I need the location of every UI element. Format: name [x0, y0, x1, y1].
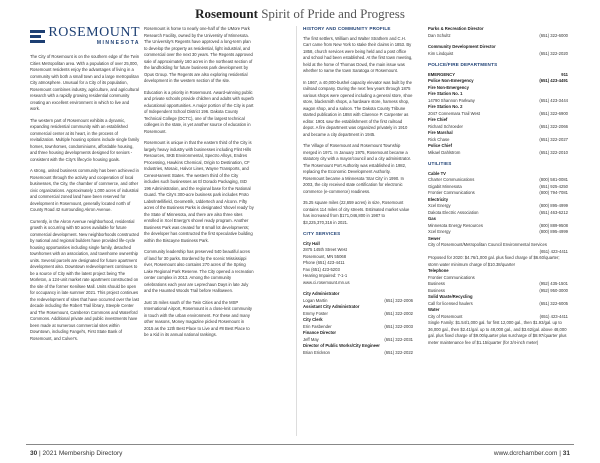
emergency-label: EMERGENCY	[428, 71, 455, 77]
contact-name: Emmy Foster	[303, 310, 328, 316]
utility-name: Gigabit Minnesota	[428, 183, 462, 189]
footer-directory-label: 2021 Membership Directory	[42, 450, 123, 457]
police-nonemergency-label: Police Non-Emergency	[428, 78, 474, 83]
contact-name: Jeff May	[303, 336, 319, 342]
column-history	[303, 26, 413, 356]
contact-name: Erin Fasbender	[303, 323, 332, 329]
contact-phone: (651) 322-2003	[384, 323, 413, 329]
contact-phone: (651) 322-2027	[539, 136, 568, 142]
contact-phone: (651) 322-2031	[384, 336, 413, 342]
paragraph: 35.25 square miles (22,659 acres) in size, Rosemount contains 114 miles of city streets. Estimated market value has increased from $171,046,800 in 1987 to $3,225,370,316 in 2021.	[303, 200, 410, 225]
contact-entry	[303, 304, 413, 317]
paragraph: Rosemount is home to nearly one-half of the UMore Park Research Facility, owned by the University of Minnesota. The University's Regents have approved a long-term plan to develop the property as residential, light industrial, and commercial over the next 30 years. The Regents approved sale of approximately 160 acres in the northeast section of the landholding for future business park development by Opus Group. The Regents are also exploring residential development in the western section of the site.	[144, 26, 253, 83]
fire-station-2-label: Fire Station No. 2	[428, 104, 463, 109]
cable-label: Cable TV	[428, 170, 446, 176]
page-number-left: 30	[30, 450, 38, 457]
utility-phone: (952) 435-1501	[539, 281, 568, 286]
address-line: 2875 145th Street West	[303, 247, 347, 252]
paragraph: Education is a priority in Rosemount. Award-winning public and private schools provide children and adults with superb educational opportunities. A major portion of the City is part of Independent School District 196. Dakota County Technical College (DCTC), one of the largest technical colleges in the state, is yet another source of education in Rosemount.	[144, 89, 254, 134]
paragraph: A strong, united business community has been achieved in Rosemount through the activity and cooperation of local businesses, the City, the chamber of commerce, and other civic organizations. Approximately 1,000 acres of industrial and commercial zoned land have been reserved for development in Rosemount, generally located north of County Road 42 surrounding Akron Avenue.	[30, 168, 139, 212]
logo-state: MINNESOTA	[96, 40, 140, 46]
paragraph: Just 15 miles south of the Twin Cities and the MSP International Airport, Rosemount is a close-knit community in touch with the urban environment. For these and many other reasons, Money magazine picked Rosemount in 2015 as the 12th Best Place to Live and #8 Best Place to be a Kid in its annual national rankings.	[144, 299, 252, 337]
contact-title: Director of Public Works/City Engineer	[303, 343, 380, 348]
fire-station-2-address: 2047 Connemara Trail West	[428, 110, 481, 116]
utility-name: Frontier Communications	[428, 190, 475, 195]
footer-right: www.dcrchamber.com | 31	[493, 450, 570, 457]
utility-phone: (800) 895-4999	[539, 229, 568, 234]
fax-line: Fax (651) 423-5203	[303, 266, 340, 272]
phone-line: Phone (651) 423-4411	[303, 260, 345, 265]
contact-phone: (651) 322-6000	[539, 32, 568, 38]
hearing-impaired-line: Hearing Impaired: 7-1-1	[303, 273, 348, 278]
city-services-heading: CITY SERVICES	[303, 231, 341, 236]
address-line: Rosemount, MN 55068	[303, 253, 347, 259]
contact-name: Brian Erickson	[303, 349, 330, 355]
utility-name: Xcel Energy	[428, 229, 451, 234]
contact-name: Mikael Dahlstrom	[428, 149, 461, 155]
fire-station-address: 14790 Shannon Parkway	[428, 97, 475, 103]
contact-entry	[303, 330, 413, 343]
utilities-heading: UTILITIES	[428, 161, 452, 166]
contact-title: Police Chief	[428, 143, 452, 148]
fire-station-2-phone: (651) 322-6900	[539, 110, 568, 116]
utility-phone: (651) 463-6212	[539, 209, 568, 215]
column-directory	[428, 26, 568, 346]
contact-name: Rick Chase	[428, 136, 450, 142]
paragraph: In 1867, a 40,000-bushel capacity elevator was built by the railroad company. During the next few years through 1875 various shops were opened including a general store, shoe store, blacksmith shops, a hardware store, harness shop, wagon shop, and a saloon. The Dakota County Tribune started publication in 1884 with Clarence P. Carpenter as editor. 1901 saw the establishment of the first railroad depot. A fire department was organized privately in 1910 and became a city department in 1945.	[303, 79, 413, 137]
column-intro	[30, 26, 140, 347]
footer-rule	[26, 444, 574, 445]
utility-phone: (952) 950-3000	[539, 287, 568, 293]
contact-entry	[303, 291, 413, 304]
logo-name: ROSEMOUNT	[48, 25, 140, 40]
water-rates: Single Family: $1.54/1,000 gal. for first 12,000 gal., then $1.93/gal. up to 36,000 gal., then $2.41/gal. up to 48,000 gal., and $3.62/gal. above 48,000 gal. plus fixed charge of $9.00/quarter plus surcharge of $8.97/quarter plus meter maintenance fee of $1.15/quarter (for 3/4-inch meter)	[428, 320, 567, 345]
contact-phone: (651) 322-2020	[539, 50, 568, 56]
contact-entry	[428, 26, 568, 39]
city-hall-label: City Hall	[303, 240, 320, 246]
website-link[interactable]: www.ci.rosemount.mn.us	[303, 279, 350, 285]
contact-name: Dan Schultz	[428, 32, 451, 38]
contact-name: Richard Schroeder	[428, 123, 463, 129]
water-label: Water	[428, 307, 440, 312]
contact-phone: (651) 322-2010	[539, 149, 568, 155]
contact-entry	[303, 343, 413, 356]
utility-name: Business	[428, 281, 445, 286]
police-nonemergency-phone: (651) 423-4491	[539, 78, 568, 83]
contact-entry	[428, 44, 568, 57]
history-heading: HISTORY AND COMMUNITY PROFILE	[303, 26, 391, 31]
contact-title: Parks & Recreation Director	[428, 26, 484, 31]
contact-name: Logan Martin	[303, 297, 328, 303]
electricity-label: Electricity	[428, 196, 449, 202]
utility-phone: (800) 581-0081	[539, 177, 568, 182]
utility-name: Frontier Communications	[428, 274, 475, 280]
utility-phone: (651) 925-4250	[539, 183, 568, 189]
utility-phone: (800) 794-7081	[539, 190, 568, 195]
contact-title: City Administrator	[303, 291, 340, 296]
contact-title: Fire Chief	[428, 117, 448, 122]
gas-label: Gas	[428, 216, 436, 221]
contact-title: Finance Director	[303, 330, 337, 335]
fire-nonemergency-label: Fire Non-Emergency	[428, 84, 469, 90]
police-fire-heading: POLICE/FIRE DEPARTMENTS	[428, 62, 498, 67]
logo-mark-icon	[30, 28, 45, 44]
paragraph: The Village of Rosemount and Rosemount Township merged in 1971. In January 1975, Rosemount became a statutory city with a mayor/council and a city administrator. The Rosemount Port Authority was established in 1982, replacing the Economic Development Authority. Rosemount became a Minnesota 'Star City' in 1990. In 2003, the city received state certification for electronic commerce (e-commerce) readiness.	[303, 143, 411, 194]
solid-waste-line: Call for licensed haulers	[428, 300, 473, 306]
page-number-right: 31	[562, 450, 570, 457]
contact-name: Kim Lindquist	[428, 50, 454, 56]
sewer-rates: Proposed for 2020: $4.76/1,000 gal. plus fixed charge of $6.60/quarter; storm water minimum charge of $10.38/quarter	[428, 255, 560, 267]
paragraph: The first settlers, William and Walter Strathern and C.H. Carr came from New York to stake their claims in 1853. By 1858, church services were being held and a post office and school had been established. At the first town meeting, held at the home of Thomas Dowd, the main issue was whether to name the town Saratoga or Rosemount.	[303, 35, 413, 73]
contact-phone: (651) 322-2002	[384, 310, 413, 316]
water-phone: (651) 423-4411	[539, 313, 568, 319]
paragraph: Community leadership has preserved 540 beautiful acres of land for 30 parks. Bordered by the scenic Mississippi river, Rosemount also contains 270 acres of the Spring Lake Regional Park Reserve. The City opened a recreation center complex in 2013. Among the community celebrations each year are Leprechaun Days in late July and the Haunted Woods Trail before Halloween.	[144, 249, 254, 293]
contact-title: Assistant City Administrator	[303, 304, 360, 309]
utility-phone: (800) 889-9508	[539, 222, 568, 228]
contact-phone: (651) 322-2022	[384, 349, 413, 355]
paragraph: The City of Rosemount is on the southern edge of the Twin Cities Metropolitan area. With a population of over 25,000, Rosemount residents enjoy the advantages of living in a community with both a small town and a large metropolitan City atmosphere. Unusual for a City of its population, Rosemount combines industry, agriculture, and agricultural research with a rapidly growing residential community creating an excellent environment in which to live and work.	[30, 54, 140, 111]
sewer-phone: (651) 423-4411	[539, 248, 568, 254]
rosemount-logo	[30, 26, 140, 46]
paragraph: Currently, in the Akron Avenue neighborhood, residential growth is occurring with 50 acres available for future commercial development. New neighborhoods constructed by national and regional builders have provided life-cycle housing opportunities including single family, detached townhomes with an association, and townhome ownership units. Several parcels are designated for future apartment development also. Downtown redevelopment continues to be a source of City with the latest project being The Morleton, a 124-unit market rate apartment constructed on the site of the former Kenilsee Mall. Units should be open for occupancy in late summer 2021. This project continues the redevelopment of sites that have occurred over the last decade including the Robert Trail library, Steeple Center and The Rosemount, Camberon Commons and Waterford Commons. Additional private and public investments have been made at numerous commercial sites within Downtown, including Fangel's, First State Bank of Rosemount, and Culver's.	[30, 218, 139, 341]
paragraph: The western part of Rosemount exhibits a dynamic, expanding residential community with an established commercial center at its heart, in the process of revitalization. Multiple housing options include single family homes, townhomes, condominiums, affordable housing, and three housing developments designed for seniors - consistent with the City's lifecycle housing goals.	[30, 117, 140, 162]
sewer-label: Sewer	[428, 235, 441, 241]
fire-station-label: Fire Station No. 1	[428, 91, 463, 96]
fire-station-phone: (651) 423-3444	[539, 97, 568, 103]
solid-waste-phone: (651) 322-6005	[539, 300, 568, 306]
sewer-line: City of Rosemount/Metropolitan Council Environmental Services	[428, 242, 547, 247]
page-title-tagline: Spirit of Pride and Progress	[261, 6, 405, 21]
emergency-phone: 911	[561, 71, 568, 77]
water-line: City of Rosemount	[428, 313, 463, 319]
contact-title: Fire Marshal	[428, 130, 453, 135]
contact-phone: (651) 322-2006	[384, 297, 413, 303]
footer-website-link[interactable]: www.dcrchamber.com	[493, 450, 558, 457]
utility-name: Dakota Electric Association	[428, 209, 479, 215]
utility-name: Business	[428, 287, 445, 293]
footer-left: 30 | 2021 Membership Directory	[30, 450, 123, 457]
utility-name: Minnesota Energy Resources	[428, 222, 483, 228]
contact-title: City Clerk	[303, 317, 323, 322]
solid-waste-label: Solid Waste/Recycling	[428, 294, 473, 299]
contact-entry	[303, 317, 413, 330]
utility-name: Xcel Energy	[428, 203, 451, 208]
telephone-label: Telephone	[428, 268, 449, 273]
page-title-bold: Rosemount	[195, 6, 258, 21]
utility-phone: (800) 895-4999	[539, 203, 568, 208]
utility-name: Charter Communications	[428, 177, 475, 182]
column-overview	[144, 26, 254, 344]
page-title	[0, 6, 600, 22]
contact-phone: (651) 322-2066	[539, 123, 568, 129]
paragraph: Rosemount is unique in that the eastern third of the City is largely heavy industry with businesses including Flint Hills Resources, SKB Environmental, Spectro Alloys, Endres Processing, Hawkins Chemical, Origin to Destination, CF Industries, Mosaic, Halvor Lines, Wayne Transports, and CenexHarvest States. The western third of the City includes such businesses as El Dorado Packaging, ISD 196 Administration, and the regional base for the National Guard. The City's 300-acre business park includes Proto Labs/Intellifield, Geometrik, Uddertech and Alconn. Fifty acres of the Business Parks is designated 'shovel ready' by the State of Minnesota, and there are also three sites enrolled in Xcel Energy's shovel ready program. Another Business Park was created for 8 small lot developments; the developer has constructed the first speculative building within the Biscayne Business Park.	[144, 140, 254, 243]
contact-title: Community Development Director	[428, 44, 496, 49]
column-divider	[296, 26, 297, 436]
